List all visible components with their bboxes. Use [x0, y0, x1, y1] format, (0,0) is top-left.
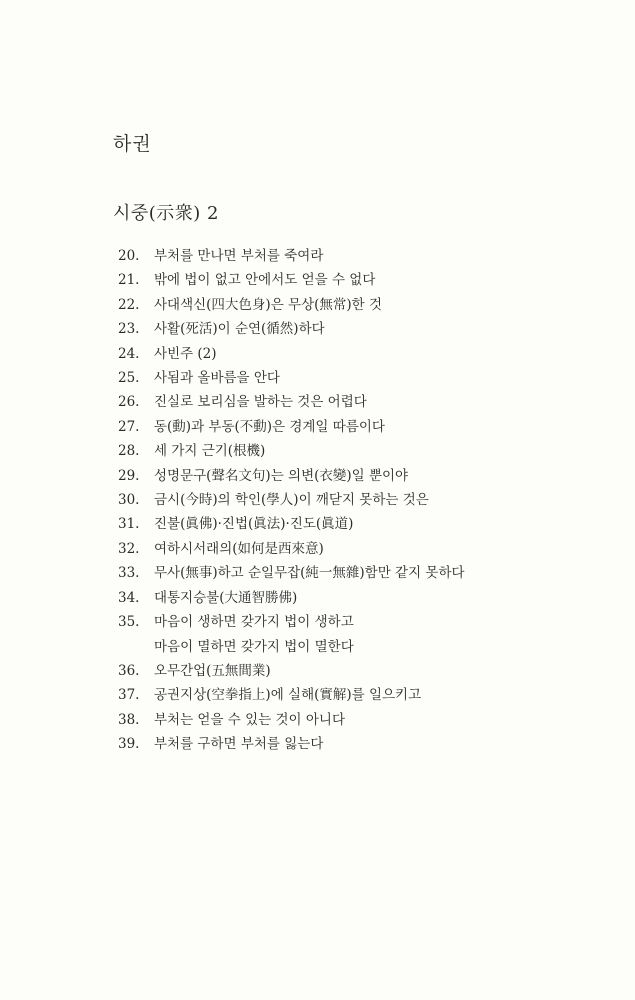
toc-entry-22 [118, 293, 518, 317]
toc-entry-title: 세 가지 근기(根機) [154, 443, 266, 460]
toc-entry-title: 공권지상(空拳指上)에 실해(實解)를 일으키고 [154, 687, 422, 704]
toc-entry-number: 30. [118, 492, 140, 509]
toc-entry-title [154, 610, 354, 659]
toc-entry-title: 사됨과 올바름을 안다 [154, 370, 280, 387]
toc-entry-title: 성명문구(聲名文句)는 의변(衣變)일 뿐이야 [154, 467, 409, 484]
toc-entry-24 [118, 342, 518, 366]
toc-entry-title: 진불(眞佛)·진법(眞法)·진도(眞道) [154, 516, 354, 533]
toc-entry-number: 31. [118, 516, 140, 533]
toc-entry-37 [118, 683, 518, 707]
toc-entry-number: 27. [118, 418, 140, 435]
toc-entry-number: 38. [118, 711, 140, 728]
toc-entry-title: 사빈주 (2) [154, 345, 217, 362]
toc-entry-26 [118, 390, 518, 414]
toc-entry-21 [118, 268, 518, 292]
toc-entry-number: 25. [118, 370, 140, 387]
toc-entry-number: 23. [118, 321, 140, 338]
toc-entry-34 [118, 586, 518, 610]
toc-entry-number: 26. [118, 394, 140, 411]
toc-entry-title: 오무간업(五無間業) [154, 662, 271, 679]
toc-entry-number: 35. [118, 614, 140, 631]
toc-entry-title: 금시(今時)의 학인(學人)이 깨닫지 못하는 것은 [154, 492, 429, 509]
toc-entry-35 [118, 610, 518, 659]
toc-entry-title: 부처를 구하면 부처를 잃는다 [154, 736, 324, 753]
toc-entry-number: 28. [118, 443, 140, 460]
toc-entry-title: 사활(死活)이 순연(循然)하다 [154, 321, 325, 338]
toc-entry-number: 20. [118, 248, 140, 264]
toc-entry-title-line: 마음이 멸하면 갖가지 법이 멸한다 [154, 638, 354, 655]
toc-entry-number: 33. [118, 565, 140, 582]
toc-entry-38 [118, 708, 518, 732]
toc-entry-number: 24. [118, 345, 140, 362]
toc-entry-23 [118, 317, 518, 341]
toc-entry-20 [118, 244, 518, 268]
toc-entry-number: 29. [118, 467, 140, 484]
toc-entry-33 [118, 561, 518, 585]
toc-entry-number: 32. [118, 540, 140, 557]
toc-entry-title: 대통지승불(大通智勝佛) [154, 589, 298, 606]
section-title: 시중(示衆) 2 [113, 203, 219, 224]
toc-entry-number: 34. [118, 589, 140, 606]
toc-entry-title: 밖에 법이 없고 안에서도 얻을 수 없다 [154, 272, 376, 289]
toc-entry-title: 부처는 얻을 수 있는 것이 아니다 [154, 711, 345, 728]
toc-entry-title: 부처를 만나면 부처를 죽여라 [154, 248, 324, 264]
toc-entry-title: 사대색신(四大色身)은 무상(無常)한 것 [154, 296, 383, 313]
toc-entry-title-line: 마음이 생하면 갖가지 법이 생하고 [154, 614, 354, 631]
toc-entry-27 [118, 415, 518, 439]
toc-entry-31 [118, 512, 518, 536]
toc-entry-39 [118, 732, 518, 756]
toc-entry-29 [118, 464, 518, 488]
toc-entry-number: 21. [118, 272, 140, 289]
toc-entry-title: 진실로 보리심을 발하는 것은 어렵다 [154, 394, 367, 411]
table-of-contents [118, 244, 518, 757]
toc-entry-number: 39. [118, 736, 140, 753]
toc-entry-number: 36. [118, 662, 140, 679]
toc-entry-title: 동(動)과 부동(不動)은 경계일 따름이다 [154, 418, 385, 435]
toc-entry-28 [118, 439, 518, 463]
toc-entry-title: 여하시서래의(如何是西來意) [154, 540, 324, 557]
toc-entry-30 [118, 488, 518, 512]
toc-entry-32 [118, 537, 518, 561]
toc-entry-number: 37. [118, 687, 140, 704]
toc-entry-title: 무사(無事)하고 순일무잡(純一無雜)함만 같지 못하다 [154, 565, 465, 582]
part-title: 하권 [113, 133, 152, 155]
toc-entry-number: 22. [118, 296, 140, 313]
toc-entry-36 [118, 659, 518, 683]
toc-entry-25 [118, 366, 518, 390]
